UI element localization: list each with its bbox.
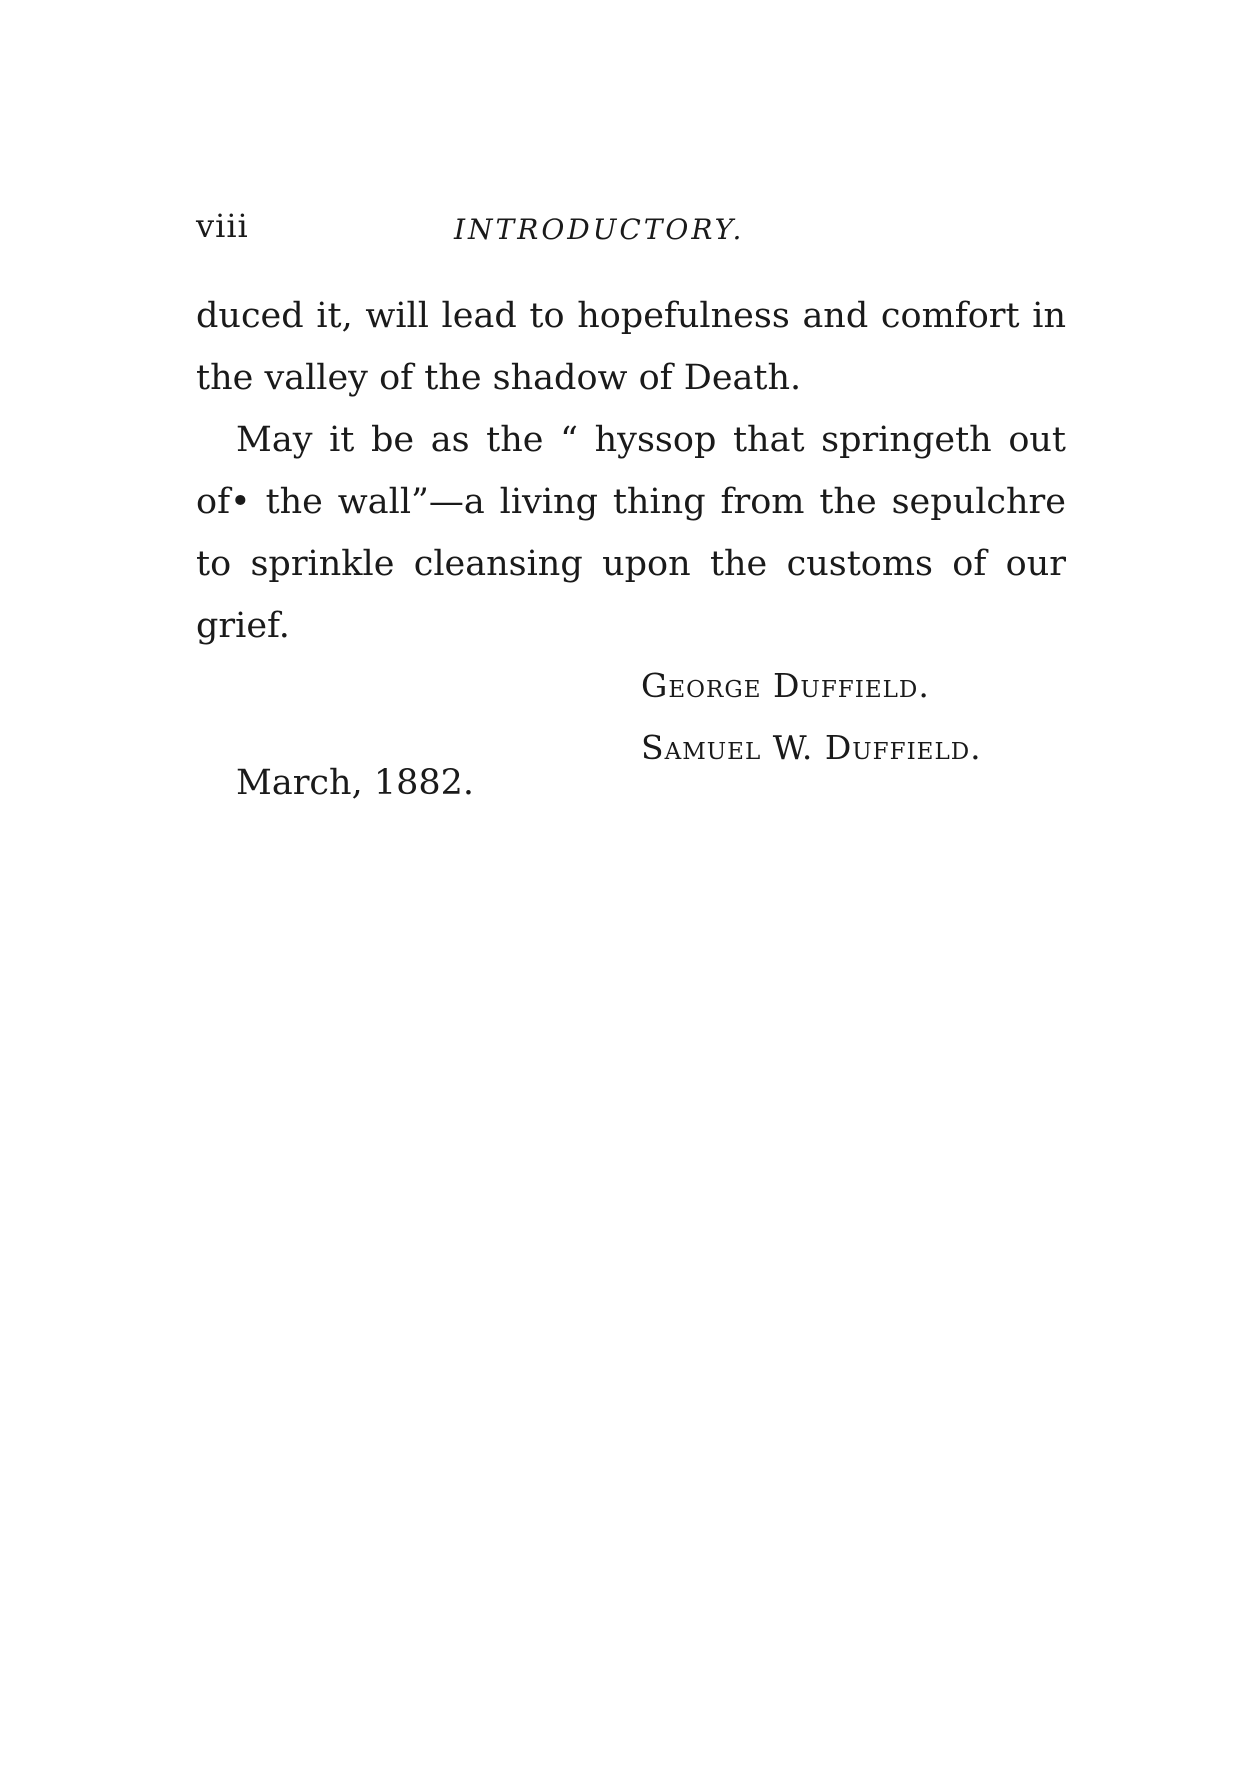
text-line: May it be as the “ hyssop that springeth out [236, 420, 1066, 460]
running-title: INTRODUCTORY. [454, 213, 745, 246]
date-line: March, 1882. [236, 763, 475, 803]
text-line: to sprinkle cleansing upon the customs of our [196, 544, 1066, 584]
signature-block [641, 655, 982, 779]
text-line: the valley of the shadow of Death. [196, 358, 802, 398]
signature-name: George Duffield. [641, 666, 930, 705]
text-line: grief. [196, 606, 290, 646]
text-line: of• the wall”—a living thing from the sepulchre [196, 482, 1066, 522]
running-head [196, 207, 1066, 257]
page-number: viii [196, 207, 249, 245]
text-line: duced it, will lead to hopefulness and comfort in [196, 296, 1066, 336]
body-text [196, 285, 1066, 657]
signature-name: Samuel W. Duffield. [641, 728, 982, 767]
